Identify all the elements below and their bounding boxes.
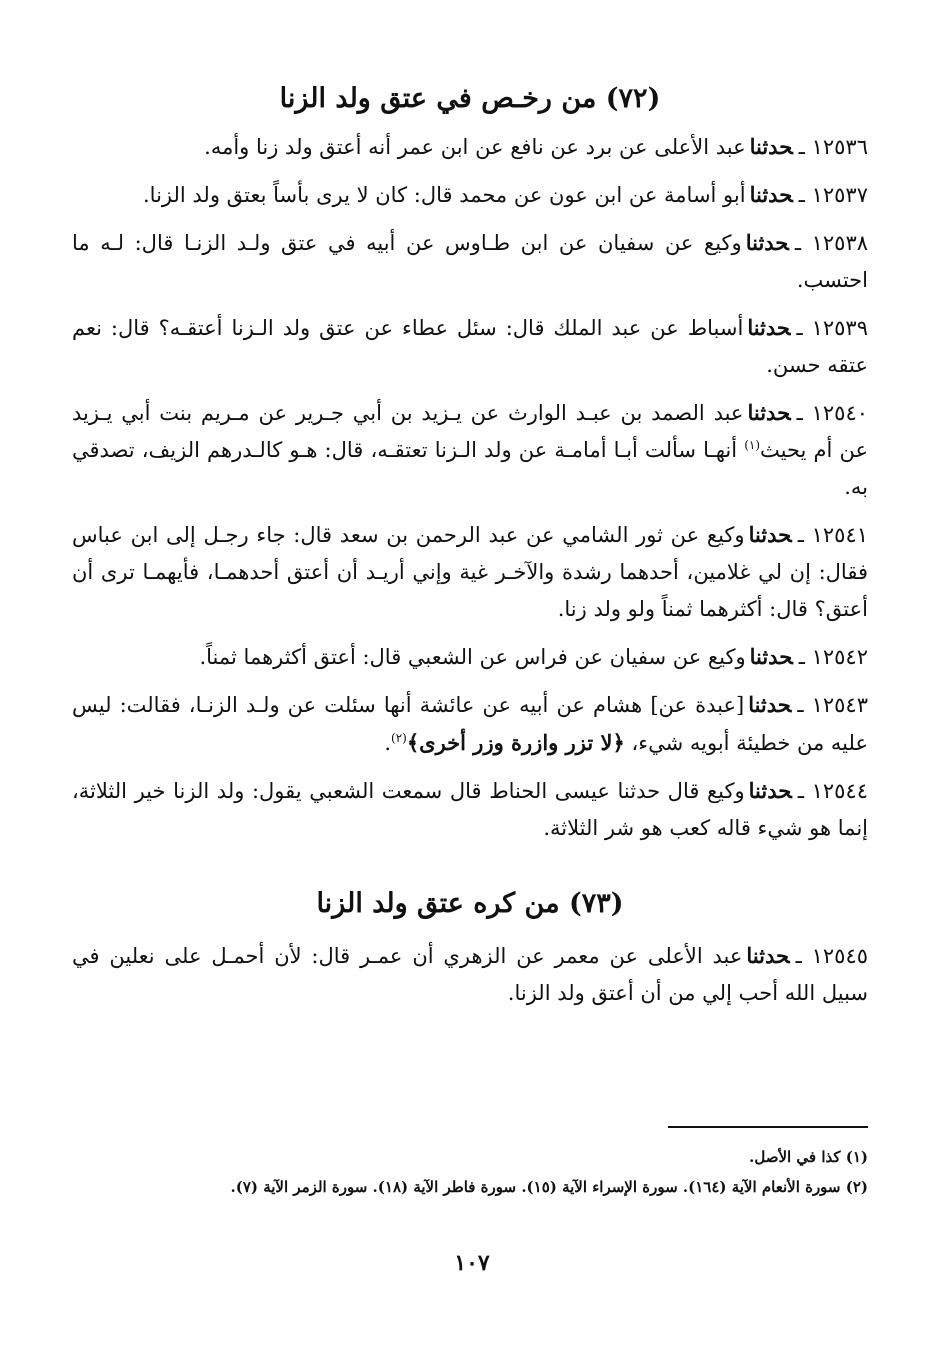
entry-lead-word: حدثنا bbox=[748, 522, 792, 547]
entry-text: وكيع عن سفيان عن فراس عن الشعبي قال: أعتق أكثرهما ثمناً. bbox=[199, 645, 746, 669]
hadith-entry-12541 bbox=[72, 516, 868, 628]
entry-lead-word: حدثنا bbox=[749, 134, 793, 159]
entry-number: ١٢٥٤٢ ـ bbox=[798, 645, 868, 669]
footnote-marker: (٢) bbox=[391, 731, 407, 745]
hadith-entry-12544 bbox=[72, 772, 868, 847]
entry-number: ١٢٥٤٣ ـ bbox=[797, 693, 868, 717]
entry-number: ١٢٥٣٨ ـ bbox=[794, 231, 869, 255]
entry-number: ١٢٥٣٦ ـ bbox=[798, 135, 868, 159]
footnote-1: (١) كذا في الأصل. bbox=[749, 1148, 868, 1166]
entry-lead-word: حدثنا bbox=[749, 182, 793, 207]
hadith-entry-12543 bbox=[72, 686, 868, 762]
entry-number: ١٢٥٣٧ ـ bbox=[798, 183, 868, 207]
entry-lead-word: حدثنا bbox=[745, 230, 789, 255]
entry-text-continued: . bbox=[384, 731, 392, 755]
page-number: ١٠٧ bbox=[454, 1250, 490, 1276]
entry-lead-word: حدثنا bbox=[748, 692, 792, 717]
entry-text: وكيع عن سفيان عن ابن طـاوس عن أبيه في عتق ولـد الزنـا قال: لـه ما احتسب. bbox=[72, 231, 868, 292]
entry-lead-word: حدثنا bbox=[749, 644, 793, 669]
entry-number: ١٢٥٣٩ ـ bbox=[796, 316, 868, 340]
hadith-entry-12538 bbox=[72, 224, 868, 299]
entry-text: عبد الأعلى عن برد عن نافع عن ابن عمر أنه أعتق ولد زنا وأمه. bbox=[204, 135, 746, 159]
hadith-entry-12537 bbox=[72, 176, 868, 214]
chapter-title-73: (٧٣) من كره عتق ولد الزنا bbox=[316, 888, 624, 919]
entry-text: أسباط عن عبد الملك قال: سئل عطاء عن عتق ولد الـزنا أعتقـه؟ قال: نعم عتقه حسن. bbox=[72, 316, 868, 377]
entry-text-continued: أنهـا سألت أبـا أمامـة عن ولد الـزنا تعتقـه، قال: هـو كالـدرهم الزيف، تصدقي به. bbox=[72, 438, 868, 499]
footnote-marker: (١) bbox=[744, 438, 761, 452]
hadith-entry-12542 bbox=[72, 638, 868, 676]
hadith-entry-12540 bbox=[72, 394, 868, 506]
hadith-entry-12545 bbox=[72, 937, 868, 1012]
hadith-entry-12536 bbox=[72, 128, 868, 166]
entry-text: عبد الصمد بن عبـد الوارث عن يـزيد بن أبي جـرير عن مـريم بنت أبي يـزيد عن أم يحيث bbox=[72, 401, 868, 462]
footnote-2: (٢) سورة الأنعام الآية (١٦٤). سورة الإسراء الآية (١٥). سورة فاطر الآية (١٨). سورة الزمر الآية (٧). bbox=[230, 1178, 868, 1196]
page-body bbox=[72, 80, 868, 1022]
entry-text: وكيع عن ثور الشامي عن عبد الرحمن بن سعد قال: جاء رجـل إلى ابن عباس فقال: إن لي غلامين، أحدهما رشدة والآخـر غية وإني أريـد أن أعتق أحدهمـا، فأيهمـا ترى أن أعتق؟ قال: أكثرهما ثمناً ولو ولد زنا. bbox=[72, 523, 868, 621]
entry-text: عبد الأعلى عن معمر عن الزهري أن عمـر قال: لأن أحمـل على نعلين في سبيل الله أحب إلي من أن أعتق ولد الزنا. bbox=[72, 944, 868, 1005]
chapter-title-72: (٧٢) من رخـص في عتق ولد الزنا bbox=[279, 83, 661, 114]
quran-quote: ﴿لا تزر وازرة وزر أخرى﴾ bbox=[406, 730, 625, 755]
footnote-separator bbox=[668, 1126, 868, 1128]
entry-lead-word: حدثنا bbox=[747, 315, 791, 340]
entry-lead-word: حدثنا bbox=[748, 778, 792, 803]
footnotes bbox=[72, 1142, 868, 1202]
entry-lead-word: حدثنا bbox=[746, 943, 790, 968]
entry-text: أبو أسامة عن ابن عون عن محمد قال: كان لا يرى بأساً بعتق ولد الزنا. bbox=[143, 183, 746, 207]
entry-text: [عبدة عن] هشام عن أبيه عن عائشة أنها سئلت عن ولـد الزنـا، فقالت: ليس عليه من خطيئة أبويه شيء، bbox=[72, 693, 868, 755]
entry-number: ١٢٥٤٠ ـ bbox=[796, 401, 869, 425]
hadith-entry-12539 bbox=[72, 309, 868, 384]
entry-number: ١٢٥٤١ ـ bbox=[797, 523, 869, 547]
entry-number: ١٢٥٤٤ ـ bbox=[797, 779, 869, 803]
entry-number: ١٢٥٤٥ ـ bbox=[795, 944, 869, 968]
entry-lead-word: حدثنا bbox=[747, 400, 791, 425]
entry-text: وكيع قال حدثنا عيسى الحناط قال سمعت الشعبي يقول: ولد الزنا خير الثلاثة، إنما هو شيء قاله كعب هو شر الثلاثة. bbox=[72, 779, 868, 840]
